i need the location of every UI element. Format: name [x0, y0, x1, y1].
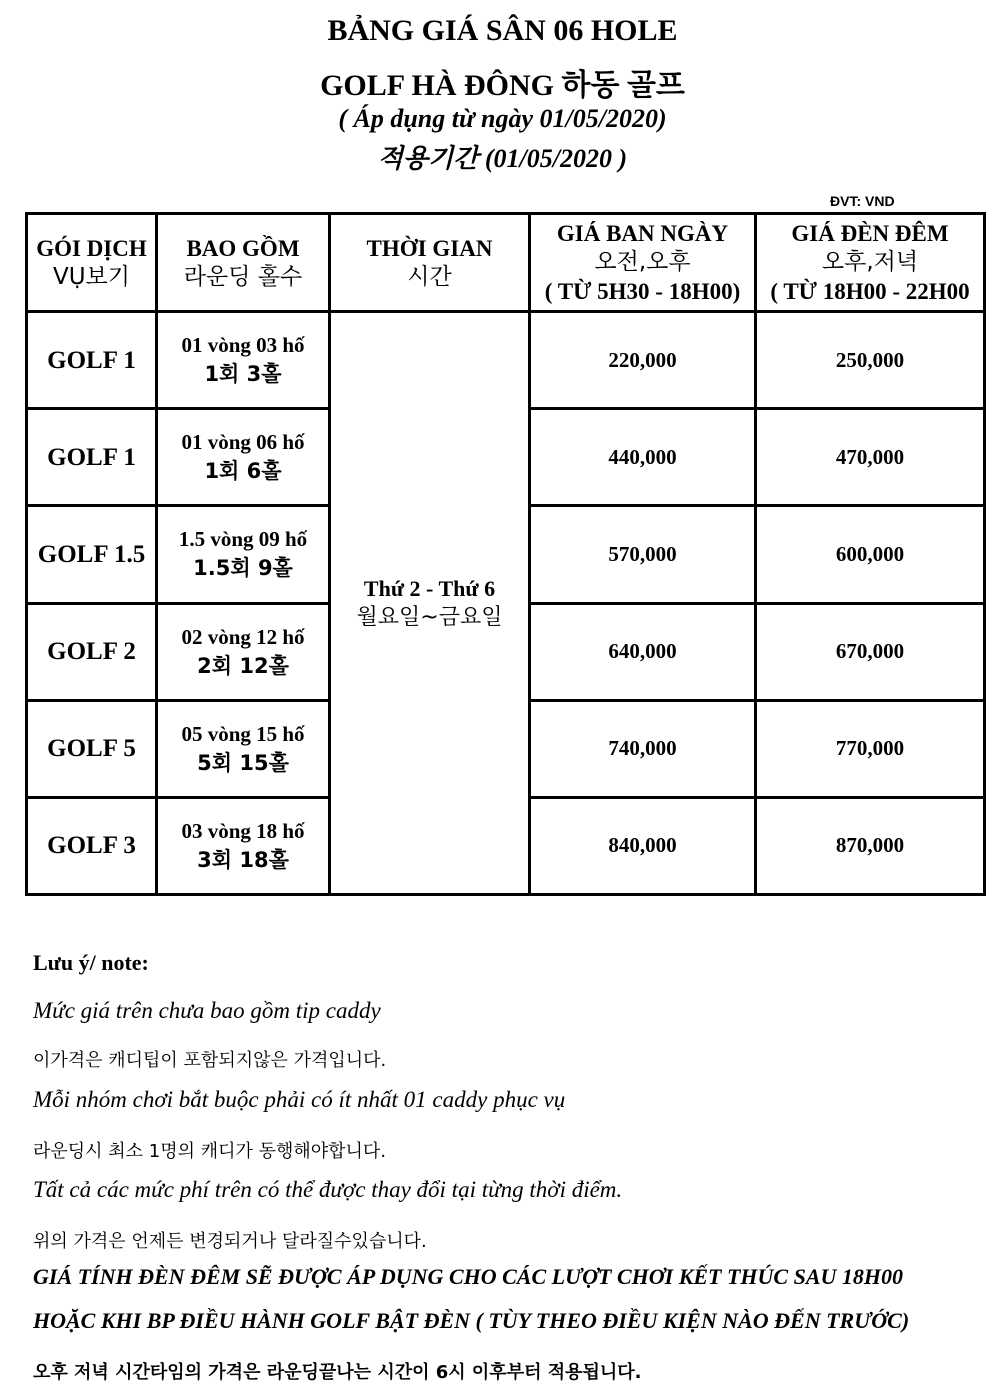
note-night-rate-ko: 오후 저녁 시간타임의 가격은 라운딩끝나는 시간이 6시 이후부터 적용됩니다. [33, 1362, 642, 1383]
header-includes [157, 214, 330, 312]
includes-vi: 01 vòng 03 hố [181, 333, 305, 358]
page-subtitle: GOLF HÀ ĐÔNG 하동 골프 [320, 69, 685, 102]
note-caddy-tip-vi: Mức giá trên chưa bao gồm tip caddy [33, 998, 381, 1023]
note-night-rate-line2: HOẶC KHI BP ĐIỀU HÀNH GOLF BẬT ĐÈN ( TÙY THEO ĐIỀU KIỆN NÀO ĐẾN TRƯỚC) [33, 1308, 910, 1333]
package-cell: GOLF 5 [27, 700, 157, 797]
note-night-rate-line1: GIÁ TÍNH ĐÈN ĐÊM SẼ ĐƯỢC ÁP DỤNG CHO CÁC LƯỢT CHƠI KẾT THÚC SAU 18H00 [33, 1264, 903, 1289]
page-title: BẢNG GIÁ SÂN 06 HOLE [327, 14, 678, 47]
header-night-price-vi: GIÁ ĐÈN ĐÊM [791, 221, 949, 247]
note-caddy-required-vi: Mỗi nhóm chơi bắt buộc phải có ít nhất 01 caddy phục vụ [33, 1087, 566, 1112]
package-cell: GOLF 1 [27, 312, 157, 409]
header-day-price-vi: GIÁ BAN NGÀY [556, 221, 729, 247]
includes-vi: 02 vòng 12 hố [181, 624, 305, 649]
package-cell: GOLF 2 [27, 603, 157, 700]
includes-ko: 1회 3홀 [204, 362, 282, 387]
header-time-vi: THỜI GIAN [366, 235, 493, 261]
header-night-price-hours: ( TỪ 18H00 - 22H00 [770, 279, 970, 305]
includes-cell [157, 312, 330, 409]
price-table [25, 212, 986, 896]
includes-ko: 5회 15홀 [197, 750, 289, 775]
includes-cell [157, 409, 330, 506]
header-includes-ko: 라운딩 홀수 [183, 263, 303, 290]
includes-vi: 1.5 vòng 09 hố [178, 527, 308, 552]
night-price-cell: 470,000 [756, 409, 985, 506]
header-time [330, 214, 530, 312]
includes-ko: 1.5회 9홀 [193, 556, 293, 581]
includes-cell [157, 797, 330, 894]
time-ko: 월요일~금요일 [356, 605, 503, 631]
night-price-cell: 600,000 [756, 506, 985, 603]
includes-vi: 01 vòng 06 hố [181, 430, 305, 455]
night-price-cell: 870,000 [756, 797, 985, 894]
time-vi: Thứ 2 - Thứ 6 [363, 576, 496, 602]
night-price-cell: 250,000 [756, 312, 985, 409]
includes-vi: 03 vòng 18 hố [181, 818, 305, 843]
day-price-cell: 640,000 [530, 603, 756, 700]
package-cell: GOLF 1.5 [27, 506, 157, 603]
note-caddy-tip-ko: 이가격은 캐디팁이 포함되지않은 가격입니다. [33, 1050, 387, 1071]
day-price-cell: 440,000 [530, 409, 756, 506]
header-day-price-hours: ( TỪ 5H30 - 18H00) [544, 279, 741, 305]
header-day-price-ko: 오전,오후 [594, 249, 691, 276]
night-price-cell: 770,000 [756, 700, 985, 797]
includes-cell [157, 603, 330, 700]
table-row [27, 312, 985, 409]
effective-date-vi: ( Áp dụng từ ngày 01/05/2020) [338, 104, 667, 133]
note-price-change-ko: 위의 가격은 언제든 변경되거나 달라질수있습니다. [33, 1231, 427, 1252]
header-day-price [530, 214, 756, 312]
includes-vi: 05 vòng 15 hố [181, 721, 305, 746]
day-price-cell: 840,000 [530, 797, 756, 894]
package-cell: GOLF 3 [27, 797, 157, 894]
effective-date-ko: 적용기간 (01/05/2020 ) [377, 144, 628, 173]
header-includes-vi: BAO GỒM [186, 235, 300, 261]
includes-ko: 1회 6홀 [204, 459, 282, 484]
header-package-vi: GÓI DỊCH [36, 235, 147, 261]
includes-ko: 2회 12홀 [197, 653, 289, 678]
table-header-row [27, 214, 985, 312]
header-night-price [756, 214, 985, 312]
includes-cell [157, 700, 330, 797]
day-price-cell: 740,000 [530, 700, 756, 797]
header-night-price-ko: 오후,저녁 [821, 249, 919, 276]
header-package [27, 214, 157, 312]
time-cell [330, 312, 530, 895]
includes-cell [157, 506, 330, 603]
header-time-ko: 시간 [407, 263, 452, 290]
day-price-cell: 570,000 [530, 506, 756, 603]
includes-ko: 3회 18홀 [197, 847, 289, 872]
note-caddy-required-ko: 라운딩시 최소 1명의 캐디가 동행해야합니다. [33, 1141, 387, 1162]
notes-heading: Lưu ý/ note: [33, 950, 149, 975]
currency-unit: ĐVT: VND [830, 193, 895, 209]
night-price-cell: 670,000 [756, 603, 985, 700]
note-price-change-vi: Tất cả các mức phí trên có thể được thay đổi tại từng thời điểm. [33, 1177, 623, 1202]
header-package-ko: VỤ보기 [52, 263, 130, 290]
package-cell: GOLF 1 [27, 409, 157, 506]
day-price-cell: 220,000 [530, 312, 756, 409]
